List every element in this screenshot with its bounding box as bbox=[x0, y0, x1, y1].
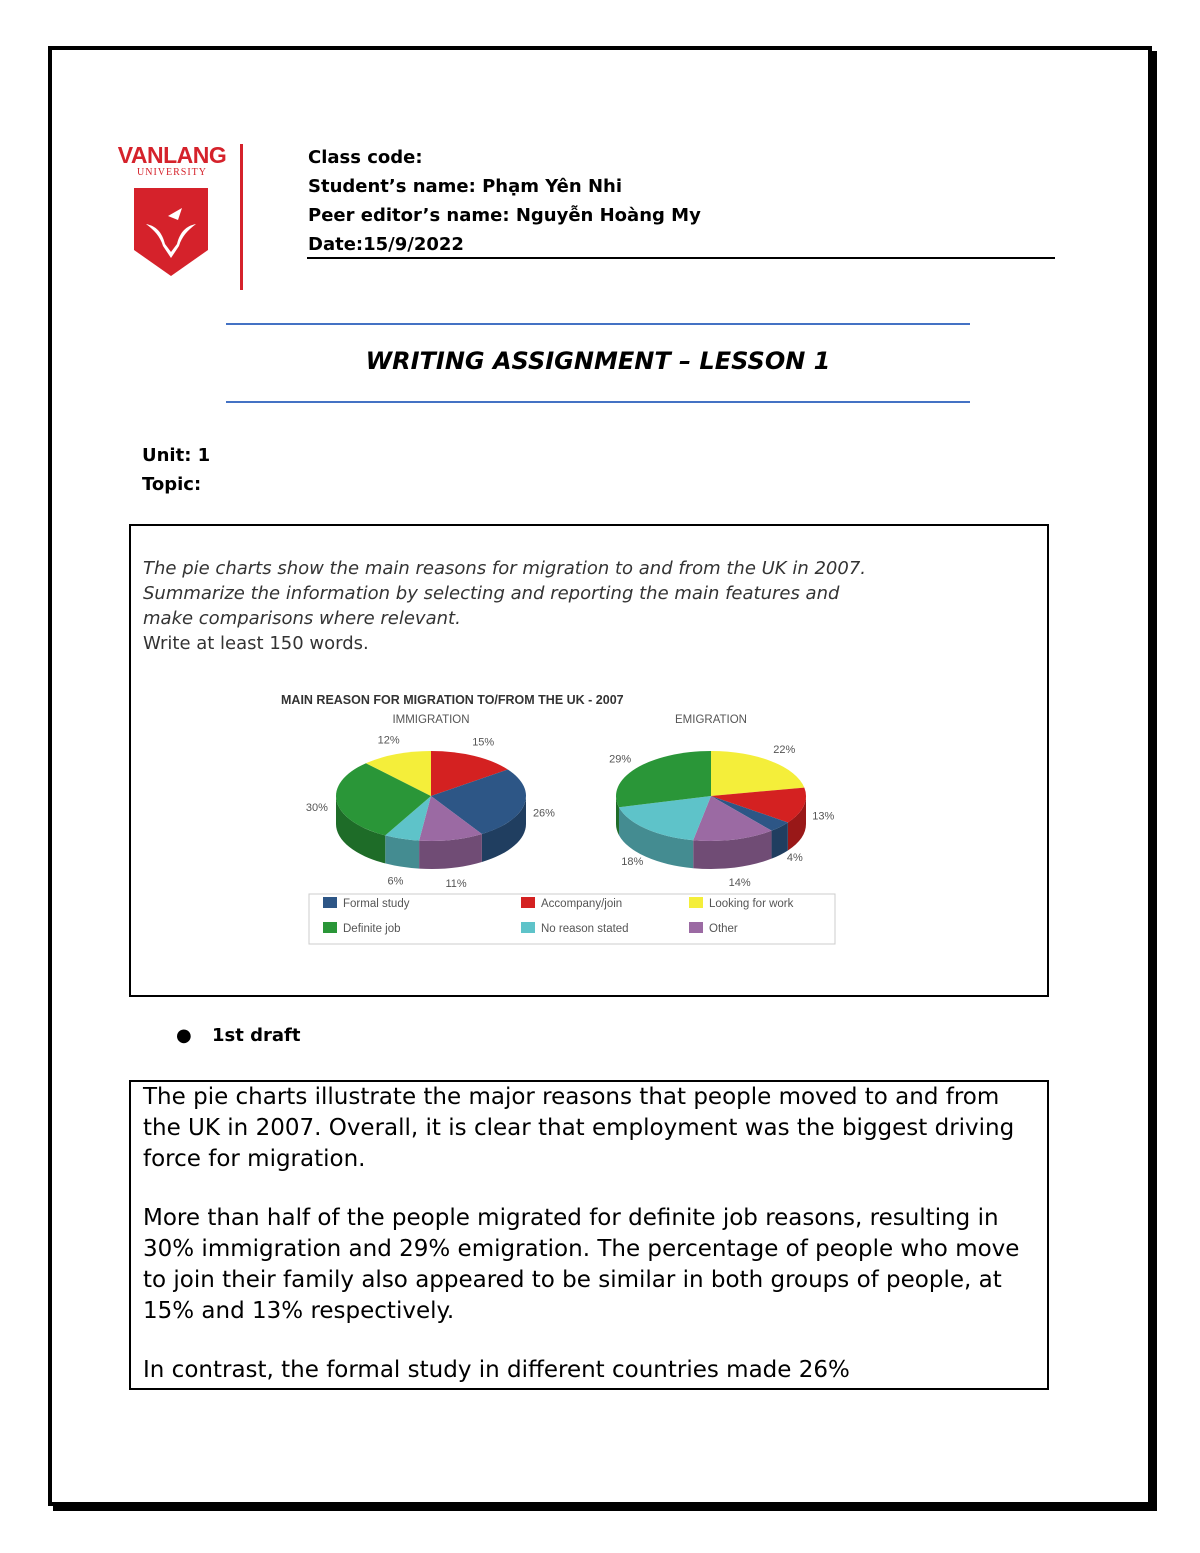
header-rule bbox=[307, 257, 1055, 259]
unit-topic bbox=[142, 441, 210, 499]
pie-label-emigration-other: 14% bbox=[728, 877, 751, 890]
legend-swatch-no-reason-stated bbox=[521, 922, 535, 933]
pie-label-emigration-formal-study: 4% bbox=[786, 851, 803, 864]
title-rule-bottom bbox=[226, 401, 970, 403]
shield-icon bbox=[132, 186, 210, 278]
legend-label-other: Other bbox=[709, 923, 738, 935]
answer-box bbox=[129, 1080, 1049, 1390]
prompt-line-1: The pie charts show the main reasons for migration to and from the UK in 2007. bbox=[143, 558, 866, 579]
prompt-line-2: Summarize the information by selecting and reporting the main features and bbox=[143, 583, 840, 604]
student-name: Student’s name: Phạm Yên Nhi bbox=[308, 176, 622, 197]
university-logo bbox=[110, 142, 238, 292]
answer-paragraph-2: More than half of the people migrated for definite job reasons, resulting in 30% immigration and 29% emigration. The percentage of people who move to join their family also appeared to be similar in both groups of people, at 15% and 13% respectively. bbox=[143, 1205, 1020, 1324]
logo-wordmark: VANLANG bbox=[117, 142, 227, 168]
pie-label-immigration-accompany-join: 15% bbox=[472, 736, 495, 749]
header-block bbox=[308, 143, 701, 259]
bullet-icon: ● bbox=[176, 1025, 192, 1046]
legend-swatch-accompany-join bbox=[521, 897, 535, 908]
class-code: Class code: bbox=[308, 147, 423, 168]
pie-side-immigration-no-reason-stated bbox=[385, 835, 419, 868]
series-title-immigration: IMMIGRATION bbox=[392, 714, 470, 726]
pie-label-immigration-looking-for-work: 12% bbox=[377, 734, 400, 747]
draft-heading bbox=[176, 1025, 300, 1046]
legend-label-looking-for-work: Looking for work bbox=[709, 898, 794, 910]
pie-label-emigration-accompany-join: 13% bbox=[812, 810, 835, 823]
topic-label: Topic: bbox=[142, 474, 202, 495]
pie-label-immigration-other: 11% bbox=[445, 877, 467, 890]
answer-text bbox=[143, 1082, 1038, 1390]
pie-label-emigration-definite-job: 29% bbox=[609, 753, 632, 766]
pie-chart bbox=[271, 686, 871, 976]
unit-label: Unit: 1 bbox=[142, 445, 211, 466]
date: Date:15/9/2022 bbox=[308, 234, 464, 255]
task-prompt bbox=[143, 556, 1033, 656]
legend-swatch-looking-for-work bbox=[689, 897, 703, 908]
title-rule-top bbox=[226, 323, 970, 325]
page-title: WRITING ASSIGNMENT – LESSON 1 bbox=[365, 347, 831, 375]
prompt-line-4: Write at least 150 words. bbox=[143, 633, 369, 654]
pie-label-immigration-no-reason-stated: 6% bbox=[387, 875, 404, 888]
pie-label-immigration-definite-job: 30% bbox=[305, 802, 328, 815]
legend-swatch-other bbox=[689, 922, 703, 933]
pie-label-emigration-looking-for-work: 22% bbox=[773, 743, 796, 756]
peer-editor-name: Peer editor’s name: Nguyễn Hoàng My bbox=[308, 205, 701, 226]
prompt-line-3: make comparisons where relevant. bbox=[143, 608, 461, 629]
draft-label: 1st draft bbox=[212, 1025, 301, 1046]
logo-divider bbox=[240, 144, 243, 290]
legend-label-no-reason-stated: No reason stated bbox=[541, 923, 629, 935]
task-box bbox=[129, 524, 1049, 997]
answer-paragraph-3: In contrast, the formal study in different countries made 26% bbox=[143, 1357, 850, 1383]
chart-title: MAIN REASON FOR MIGRATION TO/FROM THE UK - 2007 bbox=[281, 693, 624, 707]
answer-paragraph-1: The pie charts illustrate the major reasons that people moved to and from the UK in 2007. Overall, it is clear that employment was the biggest driving force for migration. bbox=[143, 1084, 1015, 1172]
series-title-emigration: EMIGRATION bbox=[675, 714, 747, 726]
pie-label-emigration-no-reason-stated: 18% bbox=[621, 855, 644, 868]
legend-label-accompany-join: Accompany/join bbox=[541, 898, 623, 910]
pie-label-immigration-formal-study: 26% bbox=[532, 807, 555, 820]
legend-label-formal-study: Formal study bbox=[343, 898, 410, 910]
legend-label-definite-job: Definite job bbox=[343, 923, 401, 935]
logo-subtitle: UNIVERSITY bbox=[137, 167, 207, 178]
legend-swatch-definite-job bbox=[323, 922, 337, 933]
legend-swatch-formal-study bbox=[323, 897, 337, 908]
